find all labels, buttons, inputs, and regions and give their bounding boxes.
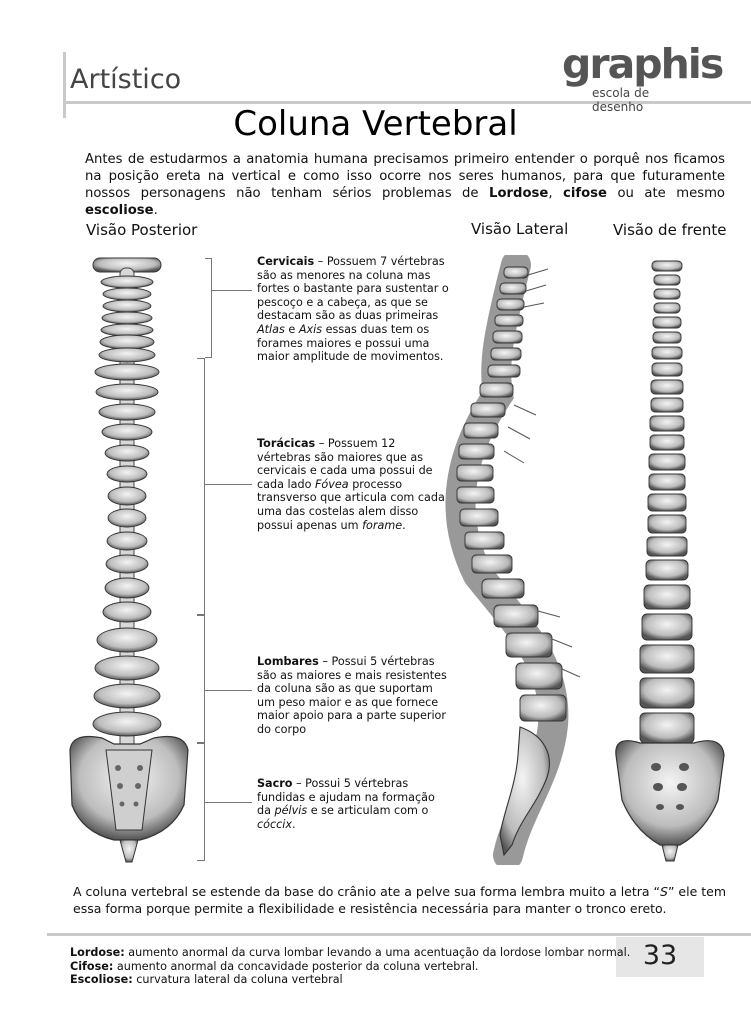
footer-rule xyxy=(47,933,751,936)
page-number: 33 xyxy=(642,940,678,971)
view-label-posterior: Visão Posterior xyxy=(86,221,198,239)
intro-paragraph xyxy=(85,151,725,219)
cervicais-text-2: e xyxy=(284,322,299,336)
glossary-definition: aumento anormal da concavidade posterior da coluna vertebral. xyxy=(113,959,479,973)
lumbar-bracket xyxy=(197,615,205,743)
toracicas-fovea: Fóvea xyxy=(315,477,349,491)
sacro-pelvis: pélvis xyxy=(274,804,308,818)
cervicais-text-1: – Possuem 7 vértebras são as menores na coluna mas fortes o bastante para sustentar o pescoço e a cabeça, as que se destacam são as duas primeiras xyxy=(257,255,449,323)
toracicas-description xyxy=(257,437,449,532)
glossary-term: Lordose: xyxy=(70,946,125,959)
sacro-coccix: cóccix xyxy=(257,817,293,831)
posterior-spine-illustration xyxy=(62,250,204,870)
lombares-text-1: – Possui 5 vértebras são as maiores e mais resistentes da coluna são as que suportam um peso maior e as que fornece maior apoio para a parte superior do corpo xyxy=(257,655,447,736)
cervicais-description xyxy=(257,255,449,364)
page-title: Coluna Vertebral xyxy=(233,104,518,144)
sacro-description xyxy=(257,777,449,831)
graphis-logo xyxy=(562,40,723,114)
footer-letter-s: S xyxy=(660,884,668,899)
section-label: Artístico xyxy=(70,64,182,95)
glossary xyxy=(70,946,630,987)
sacro-text-3: . xyxy=(292,817,296,831)
intro-escoliose: escoliose xyxy=(85,203,154,218)
glossary-item xyxy=(70,960,630,974)
intro-cifose: cifose xyxy=(563,186,607,201)
sacro-heading: Sacro xyxy=(257,777,293,790)
intro-sep-1: , xyxy=(548,186,564,201)
sacro-text-1: – Possui 5 vértebras fundidas e ajudam na formação da xyxy=(257,777,435,818)
view-label-frente: Visão de frente xyxy=(613,221,727,239)
sacro-text-2: e se articulam com o xyxy=(307,804,429,818)
glossary-definition: curvatura lateral da coluna vertebral xyxy=(132,973,343,987)
logo-tagline: escola de desenho xyxy=(592,86,650,114)
thoracic-tick xyxy=(205,484,252,485)
logo-wordmark: graphis xyxy=(562,40,723,88)
toracicas-text-2: processo transverso que articula com cada uma das costelas alem disso possui apenas um xyxy=(257,477,445,532)
footer-text-2: ” ele tem essa forma porque permite a flexibilidade e resistência necessária para manter o tronco ereto. xyxy=(73,884,727,916)
toracicas-heading: Torácicas xyxy=(257,437,316,450)
sacrum-tick xyxy=(205,802,252,803)
intro-end: . xyxy=(153,203,158,218)
toracicas-text-1: – Possuem 12 vértebras são maiores que as cervicais e cada uma possui de cada lado xyxy=(257,437,433,491)
lumbar-tick xyxy=(205,690,252,691)
footer-paragraph xyxy=(73,884,735,917)
glossary-item xyxy=(70,946,630,960)
lombares-heading: Lombares xyxy=(257,655,319,668)
cervical-bracket xyxy=(205,258,212,358)
cervicais-text-3: essas duas tem os forames maiores e possui uma maior amplitude de movimentos. xyxy=(257,322,444,364)
glossary-item xyxy=(70,973,630,987)
intro-lordose: Lordose xyxy=(489,186,549,201)
footer-text-1: A coluna vertebral se estende da base do crânio ate a pelve sua forma lembra muito a letra “ xyxy=(73,884,661,899)
glossary-term: Cifose: xyxy=(70,959,114,973)
glossary-term: Escoliose: xyxy=(70,973,133,987)
cervicais-axis: Axis xyxy=(298,322,323,336)
lateral-spine-illustration xyxy=(438,255,588,865)
lombares-description xyxy=(257,655,449,737)
cervical-tick xyxy=(212,290,252,291)
view-label-lateral: Visão Lateral xyxy=(471,220,569,238)
thoracic-bracket xyxy=(197,358,205,615)
cervicais-heading: Cervicais xyxy=(257,255,315,268)
front-spine-illustration xyxy=(610,255,730,865)
toracicas-forame: forame xyxy=(362,518,403,532)
sacrum-bracket xyxy=(197,743,205,861)
intro-sep-2: ou ate mesmo xyxy=(606,186,725,201)
glossary-definition: aumento anormal da curva lombar levando a uma acentuação da lordose lombar normal. xyxy=(124,946,631,959)
toracicas-text-3: . xyxy=(402,518,406,532)
cervicais-atlas: Atlas xyxy=(257,322,285,336)
intro-text: Antes de estudarmos a anatomia humana precisamos primeiro entender o porquê nos ficamos na posição ereta na vertical e como isso ocorre nos seres humanos, para que futuramente nossos personagens não tenham sérios problemas de xyxy=(85,152,725,201)
